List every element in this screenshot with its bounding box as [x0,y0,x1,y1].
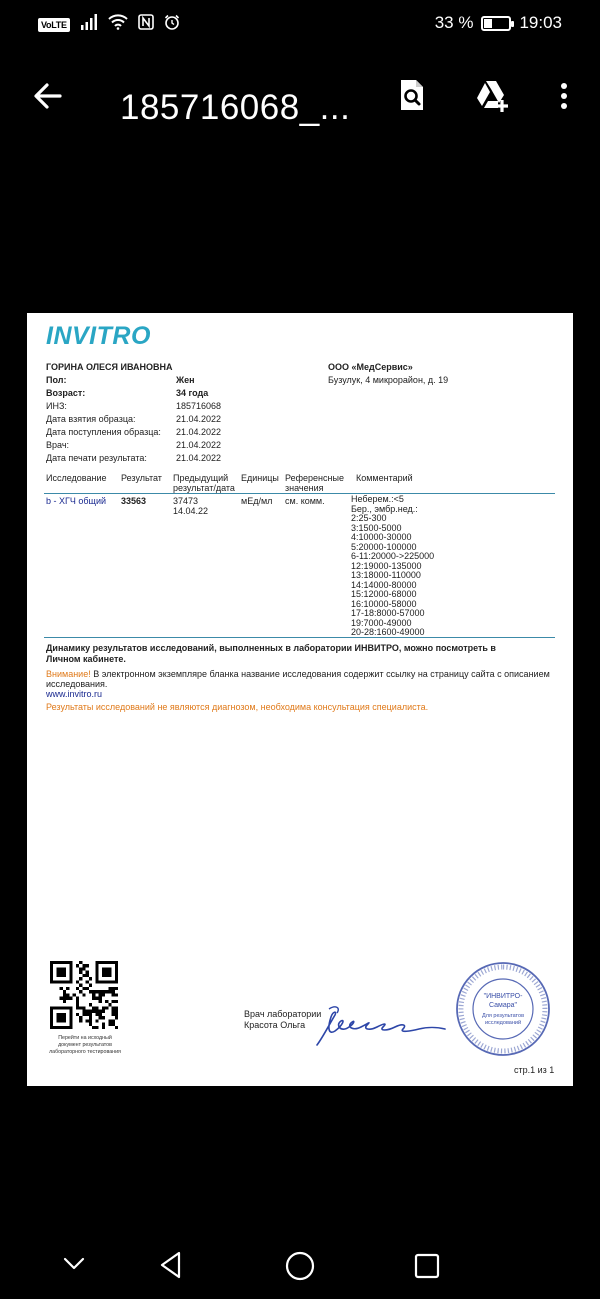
site-link[interactable]: www.invitro.ru [46,689,103,699]
pdf-page [27,313,573,1086]
col-header-result: Результат [121,473,162,483]
signal-icon [80,14,98,35]
reference-value: см. комм. [285,496,325,506]
col-header-reference: Референсные [285,473,344,483]
qr-caption-line: лабораторного тестирования [49,1049,121,1055]
status-bar [0,0,600,50]
attention-note [46,669,550,680]
volte-badge: VoLTE [38,18,70,32]
dynamics-note: Динамику результатов исследований, выполненных в лаборатории ИНВИТРО, можно посмотреть в [46,643,496,653]
chevron-down-icon[interactable] [60,1254,88,1274]
stamp-text: Для результатов [481,1013,525,1019]
qr-code[interactable] [49,961,119,1029]
units-value: мЕд/мл [241,496,273,506]
wifi-icon [108,14,128,35]
lab-address: Бузулук, 4 микрорайон, д. 19 [328,375,449,385]
stamp-text: исследований [484,1020,522,1026]
square-recents-icon[interactable] [412,1251,442,1281]
navigation-bar [0,1230,600,1299]
alarm-icon [164,14,180,35]
field-value: 21.04.2022 [176,440,222,450]
stamp-text: "ИНВИТРО- [483,993,523,1000]
search-in-document-button[interactable] [392,76,432,116]
attention-text: В электронном экземпляре бланка название исследования содержит ссылку на страницу сайта с описанием [90,669,550,679]
clock: 19:03 [519,13,562,32]
attention-label: Внимание! [46,669,91,679]
table-bottom-rule [44,637,555,638]
patient-name: ГОРИНА ОЛЕСЯ ИВАНОВНА [46,362,173,372]
col-header-previous-date: результат/дата [173,483,235,493]
table-header-rule [44,493,555,494]
col-header-units: Единицы [241,473,279,483]
field-label: Дата взятия образца: [46,414,136,424]
stamp-text: Самара" [488,1002,518,1009]
add-to-drive-button[interactable] [472,76,512,116]
attention-note-2: исследования. [46,679,108,689]
laboratory-stamp [453,959,553,1059]
battery-percent: 33 % [434,13,474,32]
arrow-left-icon [30,78,66,114]
field-value: 34 года [176,388,209,398]
qr-caption [41,1035,129,1056]
dynamics-note-2: Личном кабинете. [46,654,126,664]
more-vert-icon [544,76,584,116]
back-button[interactable] [30,78,66,114]
field-value: 21.04.2022 [176,414,222,424]
field-label: Дата печати результата: [46,453,147,463]
col-header-previous: Предыдущий [173,473,229,483]
col-header-comment: Комментарий [356,473,413,483]
previous-date: 14.04.22 [173,506,209,516]
field-value: 21.04.2022 [176,453,222,463]
reference-comment: Неберем.:<5 Бер., эмбр.нед.: 2:25-300 3:1500-5000 4:10000-30000 5:20000-100000 6-11:20000->225000 12:19000-135000 13:18000-110000 14:14000-80000 15:12000-68000 16:10000-58000 17-18:8000-57000 19:7000-49000 20-28:1600-49000 [351,494,435,637]
invitro-logo: INVITRO [46,322,151,350]
field-label: Возраст: [46,388,86,398]
doctor-name: Красота Ольга [244,1020,306,1030]
qr-caption-line: Перейти на исходный [58,1035,112,1041]
page-number: стр.1 из 1 [514,1065,555,1075]
add-to-drive-icon [472,76,512,116]
field-label: ИНЗ: [46,401,67,411]
doctor-signature [315,1001,455,1051]
field-value: Жен [176,375,195,385]
disclaimer: Результаты исследований не являются диагнозом, необходима консультация специалиста. [46,702,429,712]
test-name-link[interactable]: b - ХГЧ общий [46,496,106,506]
doctor-role: Врач лаборатории [244,1009,322,1019]
more-options-button[interactable] [544,76,584,116]
field-value: 185716068 [176,401,222,411]
field-label: Дата поступления образца: [46,427,161,437]
col-header-reference-values: значения [285,483,324,493]
qr-caption-line: документ результатов [58,1042,112,1048]
app-bar [0,58,600,138]
battery-icon [481,16,511,31]
field-label: Пол: [46,375,67,385]
nfc-icon [138,14,154,35]
circle-home-icon[interactable] [284,1250,316,1282]
field-label: Врач: [46,440,70,450]
file-title: 185716068_... [120,88,351,127]
col-header-test: Исследование [46,473,107,483]
lab-name: ООО «МедСервис» [328,362,413,372]
document-search-icon [392,76,432,116]
previous-value: 37473 [173,496,199,506]
result-value: 33563 [121,496,147,506]
triangle-back-icon[interactable] [156,1250,186,1280]
field-value: 21.04.2022 [176,427,222,437]
